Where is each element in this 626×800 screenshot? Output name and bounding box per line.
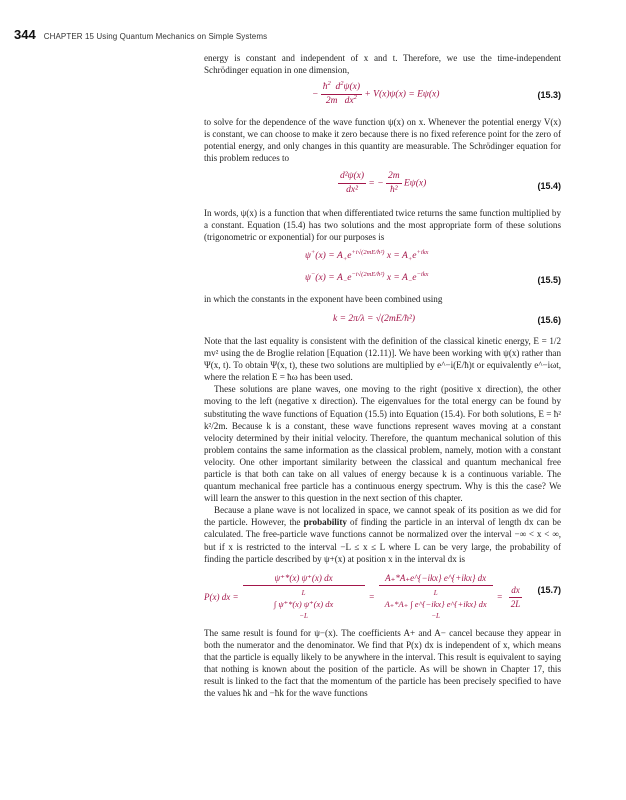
- paragraph-2: to solve for the dependence of the wave function ψ(x) on x. Whenever the potential energy V(x) is constant, we can choose to make it zero because there is no fixed reference point for the zero of potential energy, and only changes in this quantity are measurable. The Schrödinger equation for this problem reduces to: [204, 117, 561, 164]
- eq-15-4-number: (15.4): [537, 180, 561, 191]
- eq-15-3-number: (15.3): [537, 90, 561, 101]
- paragraph-7: Because a plane wave is not localized in space, we cannot speak of its position as we did for the particle. However, the probability of finding the particle in an interval of length dx can be calculated. The free-particle wave functions cannot be normalized over the interval −∞ < x < ∞, but if x is restricted to the interval −L ≤ x ≤ L where L can be very large, the probability of finding the particle described by ψ+(x) at position x in the interval dx is: [204, 505, 561, 564]
- paragraph-4: in which the constants in the exponent have been combined using: [204, 293, 443, 304]
- paragraph-5: Note that the last equality is consistent with the definition of the classical kinetic energy, E = 1/2 mv² using the de Broglie relation [Equation (12.11)]. We have been working with ψ(x) rather than Ψ(x, t). To obtain Ψ(x, t), these two solutions are multiplied by e^−i(E/ħ)t or equivalently e^−iωt, where the relation E = ħω has been used.: [204, 335, 561, 383]
- running-head: CHAPTER 15 Using Quantum Mechanics on Simple Systems: [43, 32, 268, 41]
- term-probability: probability: [303, 517, 347, 528]
- page-number: 344: [14, 27, 36, 42]
- eq-15-5-number: (15.5): [537, 274, 561, 285]
- paragraph-3: In words, ψ(x) is a function that when differentiated twice returns the same function multiplied by a constant. Equation (15.4) has two solutions and the most appropriate form of these solutions (trigonometric or exponential) for our purposes is: [204, 207, 561, 242]
- equation-15-6: [204, 305, 561, 335]
- eq-15-7-number: (15.7): [537, 584, 561, 595]
- equation-15-7: P(x) dx = ψ⁺*(x) ψ⁺(x) dx L ∫ ψ⁺*(x) ψ⁺(x) dx −L = A₊*A₊e^{−ikx} e^{+ikx} dx L A₊*A₊ ∫ e^{−ikx} e^{+ikx} dx −L = $\frac{dx}{2L}$ (15.7): [204, 572, 561, 620]
- paragraph-6: These solutions are plane waves, one moving to the right (positive x direction), the other moving to the left (negative x direction). The eigenvalues for the total energy can be found by substituting the wave functions of Equation (15.5) into Equation (15.4). For both solutions, E = ħ² k²/2m. Because k is a constant, these wave functions represent waves moving at a constant velocity determined by their initial velocity. Therefore, the quantum mechanical solution of this problem contains the same information as the classical problem, namely, motion with a constant velocity. One other important similarity between the classical and quantum mechanical free particle is that both can take on all values of energy because k is a continuous variable. The quantum mechanical free particle has a continuous energy spectrum. Why is this the case? We will learn the answer to this question in the next section of this chapter.: [204, 384, 561, 504]
- eq-15-6-body: k = 2π/λ = √(2mE/ħ²): [333, 313, 415, 324]
- equation-15-4: $\frac{\text{d²ψ(x)}}{\text{dx²}}$ = − $\frac{2m}{\text{ħ²}}$ Eψ(x) (15.4): [340, 170, 561, 195]
- paragraph-8: The same result is found for ψ−(x). The coefficients A+ and A− cancel because they appear in both the numerator and the denominator. We find that P(x) dx is independent of x, which means that the particle is equally likely to be anywhere in the interval. This result is equivalent to saying that nothing is known about the position of the particle. As will be shown in Chapter 17, this result is linked to the fact that the momentum of the particle has been precisely specified to have the values ħk and −ħk for the wave functions: [204, 627, 561, 699]
- eq-15-5-line-1: $\psi^+(x) = A_+e^{+i√(2mE/ħ^2)}$ $x = A_+e^{+ikx}$: [305, 248, 429, 263]
- eq-15-3-body: + V(x)ψ(x) = Eψ(x): [364, 89, 440, 100]
- paragraph-1: energy is constant and independent of x and t. Therefore, we use the time-independent Schrödinger equation in one dimension,: [204, 53, 561, 76]
- equation-15-5: [204, 243, 561, 293]
- equation-15-3: − $\frac{ħ^2 d^2\psi(x)}{2m dx^2}$ + V(x)ψ(x) = Eψ(x) (15.3): [312, 80, 561, 107]
- page-header: [14, 27, 267, 42]
- eq-15-5-line-2: $\psi^-(x) = A_-e^{-i√(2mE/ħ^2)}$ $x = A_-e^{-ikx}$: [305, 270, 429, 285]
- eq-15-6-number: (15.6): [537, 314, 561, 325]
- body-text: [204, 52, 561, 699]
